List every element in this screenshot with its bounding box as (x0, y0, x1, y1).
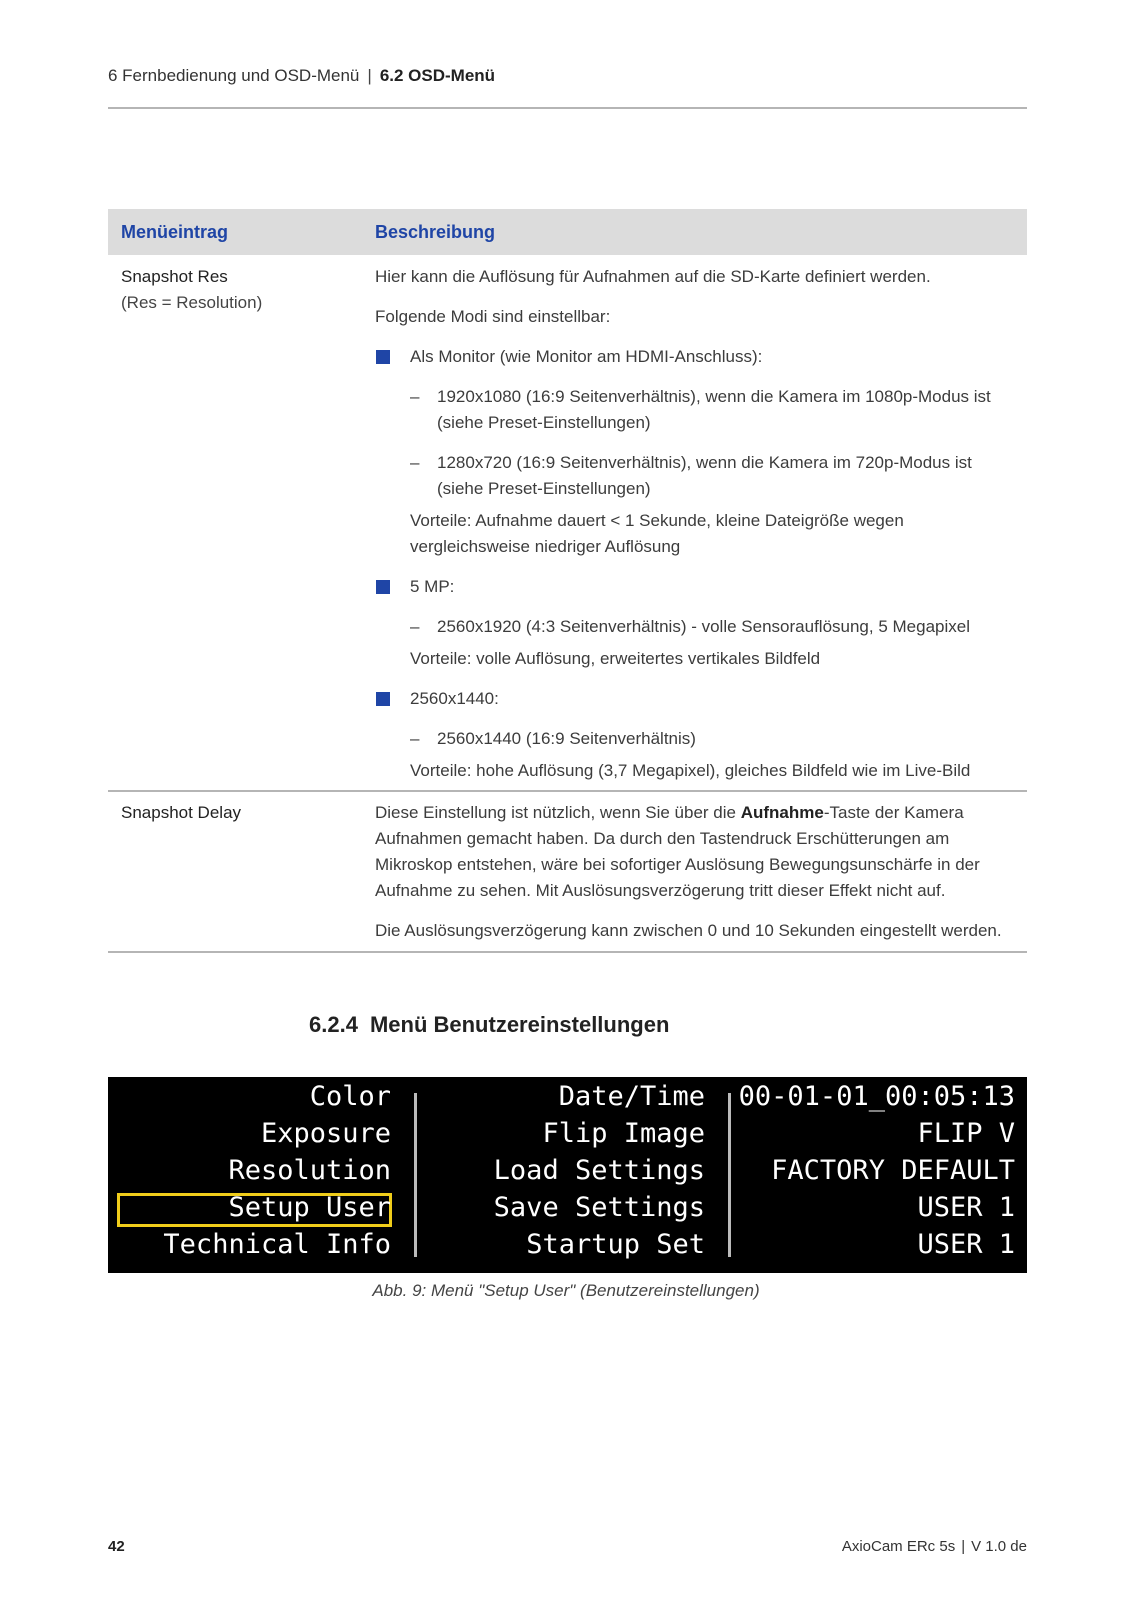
osd-value-flip-image: FLIP V (917, 1118, 1015, 1149)
osd-label-startup-set: Startup Set (526, 1229, 705, 1260)
osd-label-date-time: Date/Time (558, 1081, 705, 1112)
table-row-snapshot-res (108, 255, 1027, 791)
sub-item (375, 726, 1014, 752)
bullet-square-icon (376, 580, 390, 594)
description-cell (362, 255, 1027, 791)
header-rule (108, 107, 1027, 109)
osd-value-date-time: 00-01-01_00:05:13 (738, 1081, 1015, 1112)
footer-version: V 1.0 de (971, 1538, 1027, 1555)
header-chapter: 6 Fernbedienung und OSD-Menü (108, 66, 360, 85)
osd-value-startup-set: USER 1 (917, 1229, 1015, 1260)
osd-label-load-settings: Load Settings (493, 1155, 705, 1186)
sub-item (375, 450, 1014, 502)
entry-name: Snapshot Delay (121, 803, 242, 822)
osd-menu-item-technical-info: Technical Info (163, 1229, 391, 1260)
dash-marker: – (410, 387, 420, 406)
osd-value-load-settings: FACTORY DEFAULT (771, 1155, 1015, 1186)
osd-label-save-settings: Save Settings (493, 1192, 705, 1223)
bullet-text: 5 MP: (410, 577, 455, 596)
column-header-description: Beschreibung (362, 209, 1027, 255)
description-paragraph: Folgende Modi sind einstellbar: (375, 307, 611, 326)
sub-item-text: 2560x1440 (16:9 Seitenverhältnis) (437, 729, 696, 748)
footer-product: AxioCam ERc 5s (841, 1538, 956, 1555)
table-header-row (108, 209, 1027, 255)
osd-menu-item-resolution: Resolution (228, 1155, 391, 1186)
text-run: -Taste der Kamera Aufnahmen gemacht haben. Da durch den Tastendruck Erschütterungen am Mikroskop entstehen, wäre bei sofortiger Auslösung Bewegungsunschärfe in der Aufnahme zu sehen. Mit Auslösungsverzögerung tritt dieser Effekt nicht auf. (375, 803, 980, 900)
sub-item-text: 2560x1920 (4:3 Seitenverhältnis) - volle Sensorauflösung, 5 Megapixel (437, 617, 970, 636)
osd-menu-item-setup-user: Setup User (228, 1192, 391, 1223)
sub-item (375, 614, 1014, 640)
header-section: 6.2 OSD-Menü (379, 66, 496, 85)
osd-menu-item-color: Color (309, 1081, 391, 1112)
sub-item-text: 1920x1080 (16:9 Seitenverhältnis), wenn die Kamera im 1080p-Modus ist (siehe Preset-Einstellungen) (437, 387, 991, 432)
entry-name: Snapshot Res (121, 267, 228, 286)
footer-separator: | (961, 1538, 966, 1555)
entry-cell (108, 791, 362, 952)
running-header (108, 66, 495, 86)
key-name: Aufnahme (740, 803, 824, 822)
column-divider (728, 1093, 731, 1257)
column-divider (414, 1093, 417, 1257)
page-number: 42 (108, 1538, 125, 1555)
figure-caption: Abb. 9: Menü "Setup User" (Benutzereinstellungen) (372, 1281, 760, 1300)
description-paragraph: Hier kann die Auflösung für Aufnahmen auf die SD-Karte definiert werden. (375, 267, 931, 286)
bullet-text: 2560x1440: (410, 689, 499, 708)
osd-label-flip-image: Flip Image (542, 1118, 705, 1149)
osd-menu-item-exposure: Exposure (260, 1118, 391, 1149)
dash-marker: – (410, 617, 420, 636)
description-paragraph: Die Auslösungsverzögerung kann zwischen 0 und 10 Sekunden eingestellt werden. (375, 921, 1002, 940)
section-number: 6.2.4 (309, 1012, 358, 1037)
entry-cell (108, 255, 362, 791)
text-run: Diese Einstellung ist nützlich, wenn Sie über die (375, 803, 741, 822)
sub-item-text: 1280x720 (16:9 Seitenverhältnis), wenn die Kamera im 720p-Modus ist (siehe Preset-Einstellungen) (437, 453, 972, 498)
column-header-menu-entry: Menüeintrag (108, 209, 362, 255)
bullet-item (375, 686, 1014, 712)
bullet-square-icon (376, 692, 390, 706)
entry-subtitle: (Res = Resolution) (121, 293, 263, 312)
table-row-snapshot-delay (108, 791, 1027, 952)
osd-menu-screenshot (108, 1077, 1027, 1273)
advantages-text: Vorteile: volle Auflösung, erweitertes vertikales Bildfeld (410, 649, 821, 668)
sub-item (375, 384, 1014, 436)
section-title: Menü Benutzereinstellungen (369, 1012, 670, 1037)
description-paragraph (375, 800, 1014, 904)
bullet-text: Als Monitor (wie Monitor am HDMI-Anschluss): (410, 347, 763, 366)
bullet-item (375, 574, 1014, 600)
section-heading (309, 1012, 669, 1038)
menu-entries-table (108, 209, 1027, 953)
bullet-item (375, 344, 1014, 370)
advantages-text: Vorteile: hohe Auflösung (3,7 Megapixel), gleiches Bildfeld wie im Live-Bild (410, 761, 971, 780)
dash-marker: – (410, 453, 420, 472)
description-cell (362, 791, 1027, 952)
osd-value-save-settings: USER 1 (917, 1192, 1015, 1223)
header-separator: | (367, 66, 372, 85)
dash-marker: – (410, 729, 420, 748)
advantages-text: Vorteile: Aufnahme dauert < 1 Sekunde, kleine Dateigröße wegen vergleichsweise niedriger Auflösung (410, 511, 904, 556)
footer-product-info (842, 1538, 1027, 1555)
bullet-square-icon (376, 350, 390, 364)
